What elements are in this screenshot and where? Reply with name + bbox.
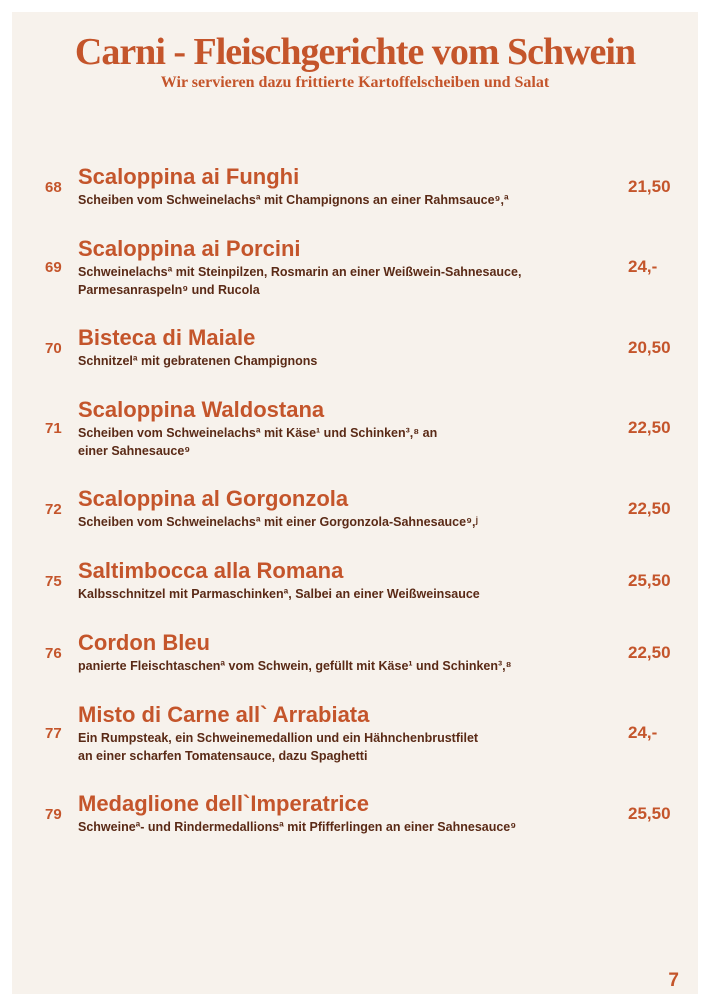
item-name: Medaglione dell`Imperatrice xyxy=(78,791,369,816)
item-number: 71 xyxy=(45,420,62,437)
item-description: Scheiben vom Schweinelachsª mit Käse¹ und Schinken³,⁸ an einer Sahnesauce⁹ xyxy=(78,426,438,458)
item-price: 25,50 xyxy=(628,571,671,590)
item-name: Scaloppina ai Porcini xyxy=(78,236,301,261)
item-name: Cordon Bleu xyxy=(78,630,210,655)
item-description: Scheiben vom Schweinelachsª mit einer Gorgonzola-Sahnesauce⁹,ʲ xyxy=(78,515,478,529)
page-title: Carni - Fleischgerichte vom Schwein xyxy=(74,31,636,73)
item-name: Scaloppina ai Funghi xyxy=(78,164,300,189)
item-number: 75 xyxy=(45,573,62,590)
page-subtitle: Wir servieren dazu frittierte Kartoffelscheiben und Salat xyxy=(160,74,550,91)
item-name: Saltimbocca alla Romana xyxy=(78,558,344,583)
item-price: 22,50 xyxy=(628,418,671,437)
item-name: Scaloppina al Gorgonzola xyxy=(78,486,349,511)
item-number: 72 xyxy=(45,501,62,518)
item-description: Schweinelachsª mit Steinpilzen, Rosmarin an einer Weißwein-Sahnesauce, Parmesanraspeln⁹ und Rucola xyxy=(78,265,522,297)
item-number: 76 xyxy=(45,645,62,662)
item-price: 22,50 xyxy=(628,643,671,662)
item-price: 22,50 xyxy=(628,499,671,518)
item-number: 77 xyxy=(45,725,62,742)
item-description: panierte Fleischtaschenª vom Schwein, gefüllt mit Käse¹ und Schinken³,⁸ xyxy=(78,659,512,673)
item-price: 24,- xyxy=(628,257,658,276)
item-price: 21,50 xyxy=(628,177,671,196)
page-number: 7 xyxy=(668,970,679,991)
item-description: Ein Rumpsteak, ein Schweinemedallion und ein Hähnchenbrustfilet an einer scharfen Tomatensauce, dazu Spaghetti xyxy=(78,731,479,763)
item-description: Schnitzelª mit gebratenen Champignons xyxy=(78,354,318,368)
item-description: Kalbsschnitzel mit Parmaschinkenª, Salbei an einer Weißweinsauce xyxy=(78,587,480,601)
item-number: 79 xyxy=(45,806,62,823)
item-name: Bisteca di Maiale xyxy=(78,325,256,350)
item-price: 25,50 xyxy=(628,804,671,823)
menu-page xyxy=(12,12,698,994)
item-description: Schweineª- und Rindermedallionsª mit Pfifferlingen an einer Sahnesauce⁹ xyxy=(78,820,517,834)
item-number: 69 xyxy=(45,259,62,276)
item-price: 24,- xyxy=(628,723,658,742)
item-number: 70 xyxy=(45,340,62,357)
item-name: Misto di Carne all` Arrabiata xyxy=(78,702,370,727)
item-name: Scaloppina Waldostana xyxy=(78,397,325,422)
item-description: Scheiben vom Schweinelachsª mit Champignons an einer Rahmsauce⁹,ª xyxy=(78,193,509,207)
item-price: 20,50 xyxy=(628,338,671,357)
item-number: 68 xyxy=(45,179,62,196)
